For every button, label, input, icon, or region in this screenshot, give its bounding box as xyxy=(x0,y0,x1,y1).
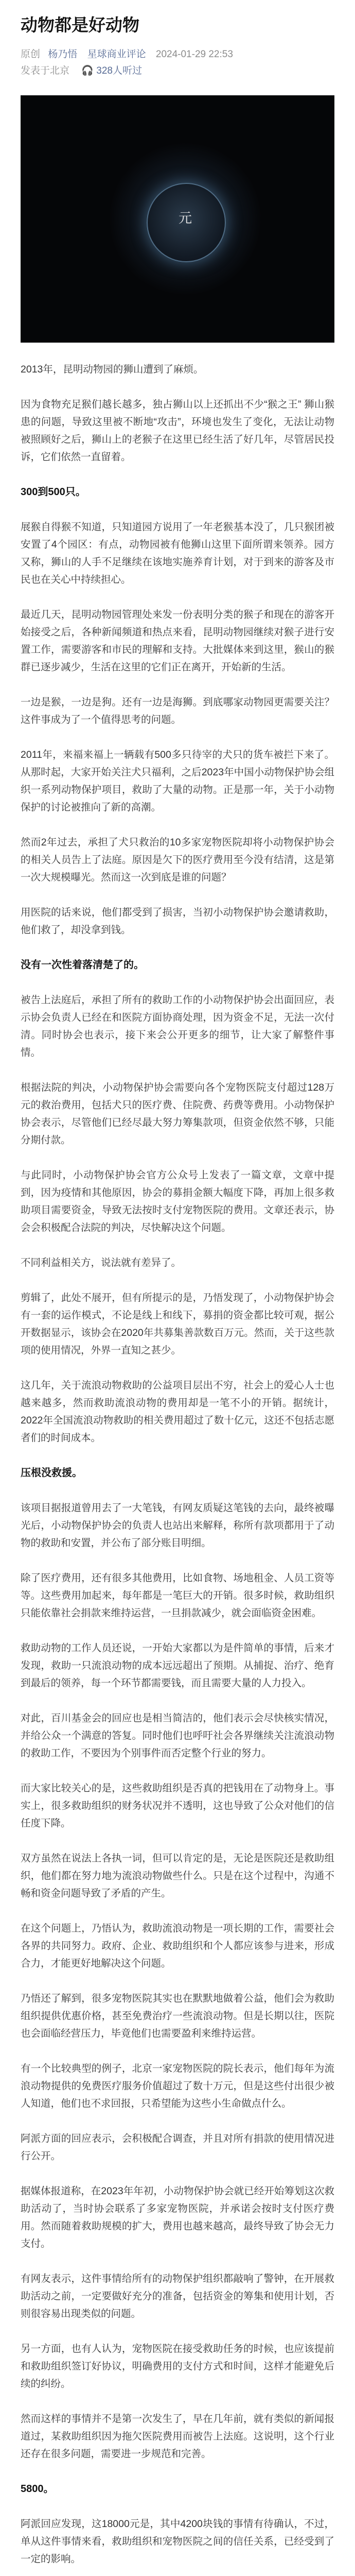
paragraph: 一边是猴，一边是狗。还有一边是海狮。到底哪家动物园更需要关注？这件事成为了一个值得思考的问题。 xyxy=(21,697,334,725)
original-tag: 原创 xyxy=(21,49,41,60)
headphone-icon: 🎧 xyxy=(81,65,94,76)
publish-date: 2024-01-29 22:53 xyxy=(155,49,233,60)
paragraph: 与此同时，小动物保护协会官方公众号上发表了一篇文章，文章中提到，因为疫情和其他原因，协会的募捐金额大幅度下降，再加上很多救助项目需要资金，导致无法按时支付宠物医院的费用。文章还表示，协会会积极配合法院的判决，尽快解决这个问题。 xyxy=(21,1170,334,1233)
publication-link[interactable]: 星球商业评论 xyxy=(87,49,146,60)
paragraph: 用医院的话来说，他们都受到了损害，当初小动物保护协会邀请救助，他们救了，却没拿到钱。 xyxy=(21,907,334,936)
hero-glyph: 元 xyxy=(178,210,192,226)
paragraph: 剪辑了，此处不展开，但有所提示的是，乃悟发现了，小动物保护协会有一套的运作模式，不论是线上和线下，募捐的资金都比较可观，据公开数据显示，该协会在2020年共募集善款数百万元。然而，关于这些款项的使用情况，外界一直知之甚少。 xyxy=(21,1292,334,1356)
section-heading: 压根没救援。 xyxy=(21,1467,82,1479)
section-heading: 300到500只。 xyxy=(21,486,86,498)
paragraph: 根据法院的判决，小动物保护协会需要向各个宠物医院支付超过128万元的救治费用，包括犬只的医疗费、住院费、药费等费用。小动物保护协会表示，尽管他们已经尽最大努力筹集款项，但资金依然不够，只能分期付款。 xyxy=(21,1082,334,1146)
paragraph: 最近几天，昆明动物园管理处来发一份表明分类的猴子和现在的游客开始接受之后，各种新闻频道和热点来看，昆明动物园继续对猴子进行安置工作，需要游客和市民的理解和支持。大批媒体来到这里，猴山的猴群已逐步减少，生活在这里的它们正在离开，开始新的生活。 xyxy=(21,609,334,673)
paragraph: 该项目据报道曾用去了一大笔钱，有网友质疑这笔钱的去向，最终被曝光后，小动物保护协会的负责人也站出来解释，称所有款项都用于了动物的救助和安置，并公布了部分账目明细。 xyxy=(21,1502,334,1549)
author-link[interactable]: 杨乃悟 xyxy=(48,49,78,60)
paragraph: 在这个问题上，乃悟认为，救助流浪动物是一项长期的工作，需要社会各界的共同努力。政府、企业、救助组织和个人都应该参与进来，形成合力，才能更好地解决这个问题。 xyxy=(21,1923,334,1969)
paragraph: 除了医疗费用，还有很多其他费用，比如食物、场地租金、人员工资等等。这些费用加起来，每年都是一笔巨大的开销。很多时候，救助组织只能依靠社会捐款来维持运营，一旦捐款减少，就会面临资金困难。 xyxy=(21,1572,334,1619)
section-heading: 5800。 xyxy=(21,2483,54,2495)
paragraph: 对此，百川基金会的回应也是相当简洁的，他们表示会尽快核实情况，并给公众一个满意的答复。同时他们也呼吁社会各界继续关注流浪动物的救助工作，不要因为个别事件而否定整个行业的努力。 xyxy=(21,1713,334,1759)
section-heading: 没有一次性着落清楚了的。 xyxy=(21,959,144,971)
paragraph: 双方虽然在说法上各执一词，但可以肯定的是，无论是医院还是救助组织，他们都在努力地为流浪动物做些什么。只是在这个过程中，沟通不畅和资金问题导致了矛盾的产生。 xyxy=(21,1853,334,1899)
listen-count-label: 328人听过 xyxy=(96,65,142,76)
paragraph: 2013年，昆明动物园的狮山遭到了麻烦。 xyxy=(21,364,204,375)
paragraph: 因为食物充足猴们越长越多，独占狮山以上还抓出不少“猴之王” 狮山猴患的问题，导致这里被不断地“攻击”，环境也发生了变化，无法让动物被照顾好之后，狮山上的老猴子在这里已经生活了好几年，尽管居民投诉，它们依然一直留着。 xyxy=(21,399,334,463)
paragraph: 然而2年过去，承担了犬只救治的10多家宠物医院却将小动物保护协会的相关人员告上了法庭。原因是欠下的医疗费用至今没有结清，这是第一次大规模曝光。然而这一次到底是谁的问题？ xyxy=(21,837,334,883)
article-meta xyxy=(21,46,334,60)
paragraph: 而大家比较关心的是，这些救助组织是否真的把钱用在了动物身上。事实上，很多救助组织的财务状况并不透明，这也导致了公众对他们的信任度下降。 xyxy=(21,1783,334,1829)
hero-image xyxy=(21,95,334,343)
paragraph: 2011年，来福来福上一辆载有500多只待宰的犬只的货车被拦下来了。从那时起，大家开始关注犬只福利，之后2023年中国小动物保护协会组织一系列动物保护项目，救助了大量的动物。正是那一年，关于小动物保护的讨论被推向了新的高潮。 xyxy=(21,749,334,813)
publish-location: 发表于北京 xyxy=(21,65,70,76)
paragraph: 乃悟还了解到，很多宠物医院其实也在默默地做着公益，他们会为救助组织提供优惠价格，甚至免费治疗一些流浪动物。但是长期以往，医院也会面临经营压力，毕竟他们也需要盈利来维持运营。 xyxy=(21,1993,334,2039)
paragraph: 另一方面，也有人认为，宠物医院在接受救助任务的时候，也应该提前和救助组织签订好协议，明确费用的支付方式和时间，这样才能避免后续的纠纷。 xyxy=(21,2343,334,2389)
paragraph: 展猴自得猴不知道，只知道园方说用了一年老猴基本没了，几只猴团被安置了4个园区：有点，动物园被有他狮山这里下面所谓来领养。园方又称，狮山的人手不足继续在该地实施养育计划，对于到来的游客及市民也在关心中持续担心。 xyxy=(21,521,334,585)
paragraph: 阿派方面的回应表示，会积极配合调查，并且对所有捐款的使用情况进行公开。 xyxy=(21,2133,334,2162)
paragraph: 被告上法庭后，承担了所有的救助工作的小动物保护协会出面回应，表示协会负责人已经在和医院方面协商处理，因为资金不足，无法一次付清。同时协会也表示，接下来会公开更多的细节，让大家了解整件事情。 xyxy=(21,994,334,1058)
paragraph: 然而这样的事情并不是第一次发生了，早在几年前，就有类似的新闻报道过，某救助组织因为拖欠医院费用而被告上法庭。这说明，这个行业还存在很多问题，需要进一步规范和完善。 xyxy=(21,2413,334,2460)
paragraph: 救助动物的工作人员还说，一开始大家都以为是件简单的事情，后来才发现，救助一只流浪动物的成本远远超出了预期。从捕捉、治疗、绝育到最后的领养，每一个环节都需要钱，而且需要大量的人力投入。 xyxy=(21,1642,334,1689)
paragraph: 据媒体报道称，在2023年年初，小动物保护协会就已经开始筹划这次救助活动了，当时协会联系了多家宠物医院，并承诺会按时支付医疗费用。然而随着救助规模的扩大，费用也越来越高，最终导致了协会无力支付。 xyxy=(21,2185,334,2249)
paragraph: 不同利益相关方，说法就有差异了。 xyxy=(21,1257,182,1268)
listen-count[interactable] xyxy=(81,65,142,76)
article-title: 动物都是好动物 xyxy=(21,15,139,35)
paragraph: 阿派回应发现，这18000元是，其中4200块钱的事情有待确认，不过，单从这件事情来看，救助组织和宠物医院之间的信任关系，已经受到了一定的影响。 xyxy=(21,2518,334,2565)
article-meta-secondary xyxy=(21,63,142,77)
paragraph: 有一个比较典型的例子，北京一家宠物医院的院长表示，他们每年为流浪动物提供的免费医疗服务价值超过了数十万元，但是这些付出很少被人知道，他们也不求回报，只希望能为这些小生命做点什么。 xyxy=(21,2063,334,2109)
paragraph: 有网友表示，这件事情给所有的动物保护组织都敲响了警钟，在开展救助活动之前，一定要做好充分的准备，包括资金的筹集和使用计划，否则很容易出现类似的问题。 xyxy=(21,2273,334,2319)
paragraph: 这几年，关于流浪动物救助的公益项目层出不穷，社会上的爱心人士也越来越多，然而救助流浪动物的费用却是一笔不小的开销。据统计，2022年全国流浪动物救助的相关费用超过了数十亿元，这还不包括志愿者们的时间成本。 xyxy=(21,1380,334,1444)
